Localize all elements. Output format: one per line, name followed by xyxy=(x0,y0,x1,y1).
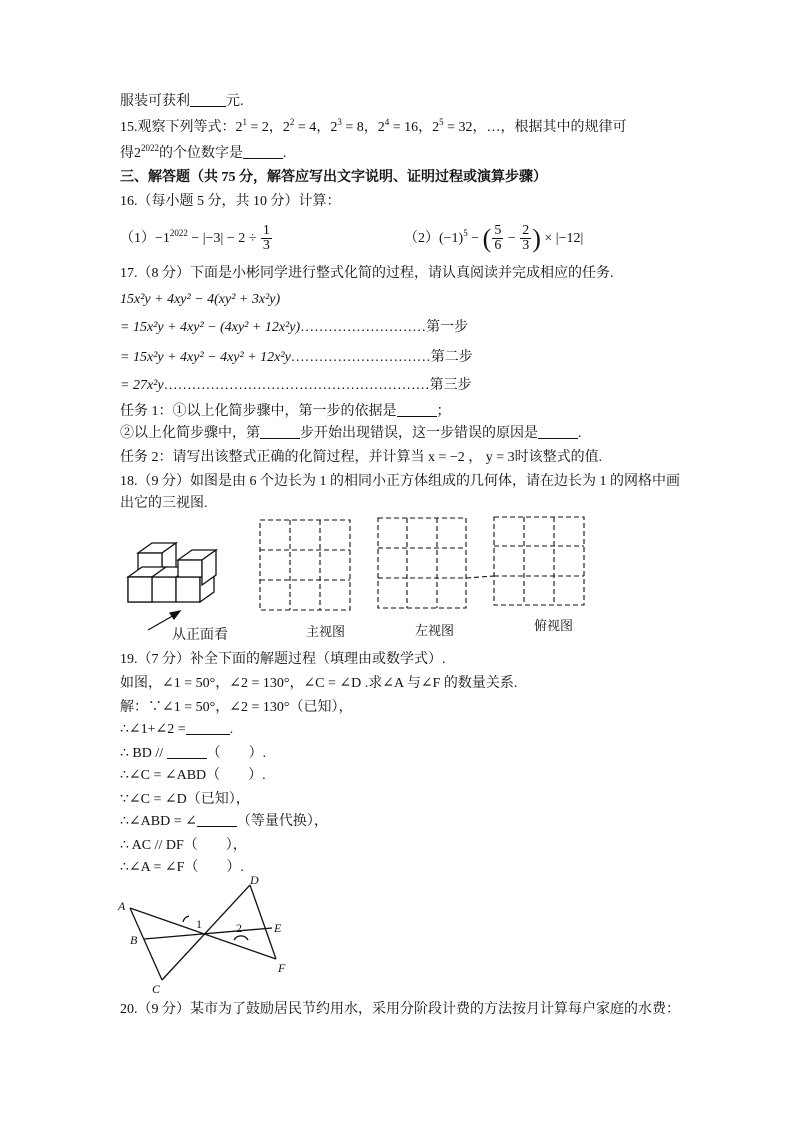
q16-intro: 16.（每小题 5 分，共 10 分）计算： xyxy=(120,194,341,209)
q15-line1: 15.观察下列等式：$2^1 = 2$，$2^2 = 4$，$2^3 = 8$，$2^4 = 16$，$2^5 = 32$，…，根据其中的规律可 xyxy=(120,117,627,135)
q16-part2: $(2)(-1)^5$ − ( $\frac{5}{6}$ − $\frac{2}{3}$ ) × |−12| xyxy=(404,223,584,254)
q14-tail: 服装可获利 元. xyxy=(120,94,244,109)
q18-line2: 出它的三视图. xyxy=(120,496,208,511)
label-angle-2: 2 xyxy=(236,921,242,935)
q19-step2: ∴ BD // （ ）. xyxy=(120,746,267,761)
q19-solution: 解：∵∠1 = 50°，∠2 = 130°（已知）， xyxy=(120,700,353,715)
front-view-label: 从正面看 xyxy=(172,628,228,643)
answer-blank[interactable] xyxy=(260,424,300,439)
q17-task1b: ②以上化简步骤中，第 步开始出现错误，这一步错误的原因是 . xyxy=(120,426,582,441)
q19-given: 如图，∠1 = 50°，∠2 = 130°，∠C = ∠D .求∠A 与∠F 的数量关系. xyxy=(120,676,518,691)
label-E: E xyxy=(274,921,282,935)
q19-step6: ∴ AC // DF（ ）， xyxy=(120,838,247,853)
angle-1-arc xyxy=(183,916,189,922)
q19-step1: ∴∠1+∠2 = . xyxy=(120,722,234,737)
label-D: D xyxy=(250,873,259,887)
q19-step7: ∴∠A = ∠F（ ）. xyxy=(120,860,244,875)
label-C: C xyxy=(152,982,161,994)
grid-front[interactable] xyxy=(260,520,350,610)
answer-blank[interactable] xyxy=(186,720,230,735)
cube-solid xyxy=(128,543,216,602)
q17-task2: 任务 2：请写出该整式正确的化简过程，并计算当 x = −2 ， y = 3时该整式的值. xyxy=(120,450,603,465)
q17-step2: = 15x²y + 4xy² − 4xy² + 12x²y…………………………第二步 xyxy=(120,350,473,365)
q17-intro: 17.（8 分）下面是小彬同学进行整式化简的过程，请认真阅读并完成相应的任务. xyxy=(120,266,614,281)
q19-figure xyxy=(116,872,306,994)
view-label-top: 俯视图 xyxy=(534,618,574,633)
label-F: F xyxy=(278,961,286,975)
q18-line1: 18.（9 分）如图是由 6 个边长为 1 的相同小正方体组成的几何体，请在边长为 1 的网格中画 xyxy=(120,474,680,489)
q19-step5: ∴∠ABD = ∠ （等量代换）， xyxy=(120,814,328,829)
grid-left[interactable] xyxy=(378,518,466,608)
grid-top[interactable] xyxy=(466,517,584,605)
q16-part1: $(1)-1^{2022} - |-3| - 2$ ÷ $\frac{1}{3}$ xyxy=(120,223,270,254)
answer-blank[interactable] xyxy=(190,92,226,107)
q15-line2: 得$2^{2022}$的个位数字是 . xyxy=(120,143,287,161)
view-label-left: 左视图 xyxy=(415,623,455,638)
q17-expr: 15x²y + 4xy² − 4(xy² + 3x²y) xyxy=(120,292,281,307)
q19-step3: ∴∠C = ∠ABD（ ）. xyxy=(120,768,266,783)
q19-intro: 19.（7 分）补全下面的解题过程（填理由或数学式）. xyxy=(120,652,446,667)
angle-2-arc xyxy=(234,936,248,940)
q19-step4: ∵∠C = ∠D（已知）， xyxy=(120,792,250,807)
answer-blank[interactable] xyxy=(197,812,237,827)
view-label-front: 主视图 xyxy=(306,624,346,639)
q20-line1: 20.（9 分）某市为了鼓励居民节约用水，采用分阶段计费的方法按月计算每户家庭的水费： xyxy=(120,1002,680,1017)
answer-blank[interactable] xyxy=(538,424,578,439)
q17-task1a: 任务 1：①以上化简步骤中，第一步的依据是 ； xyxy=(120,404,451,419)
q17-step1: = 15x²y + 4xy² − (4xy² + 12x²y)………………………第一步 xyxy=(120,320,469,335)
line-DF xyxy=(250,885,276,959)
section-title: 三、解答题（共 75 分，解答应写出文字说明、证明过程或演算步骤） xyxy=(120,170,547,185)
q17-step3: = 27x²y…………………………………………………第三步 xyxy=(120,378,472,393)
label-angle-1: 1 xyxy=(196,917,202,931)
label-A: A xyxy=(118,899,126,913)
answer-blank[interactable] xyxy=(243,144,283,159)
answer-blank[interactable] xyxy=(397,402,437,417)
q18-figure xyxy=(110,515,610,645)
label-B: B xyxy=(130,933,138,947)
answer-blank[interactable] xyxy=(167,744,207,759)
